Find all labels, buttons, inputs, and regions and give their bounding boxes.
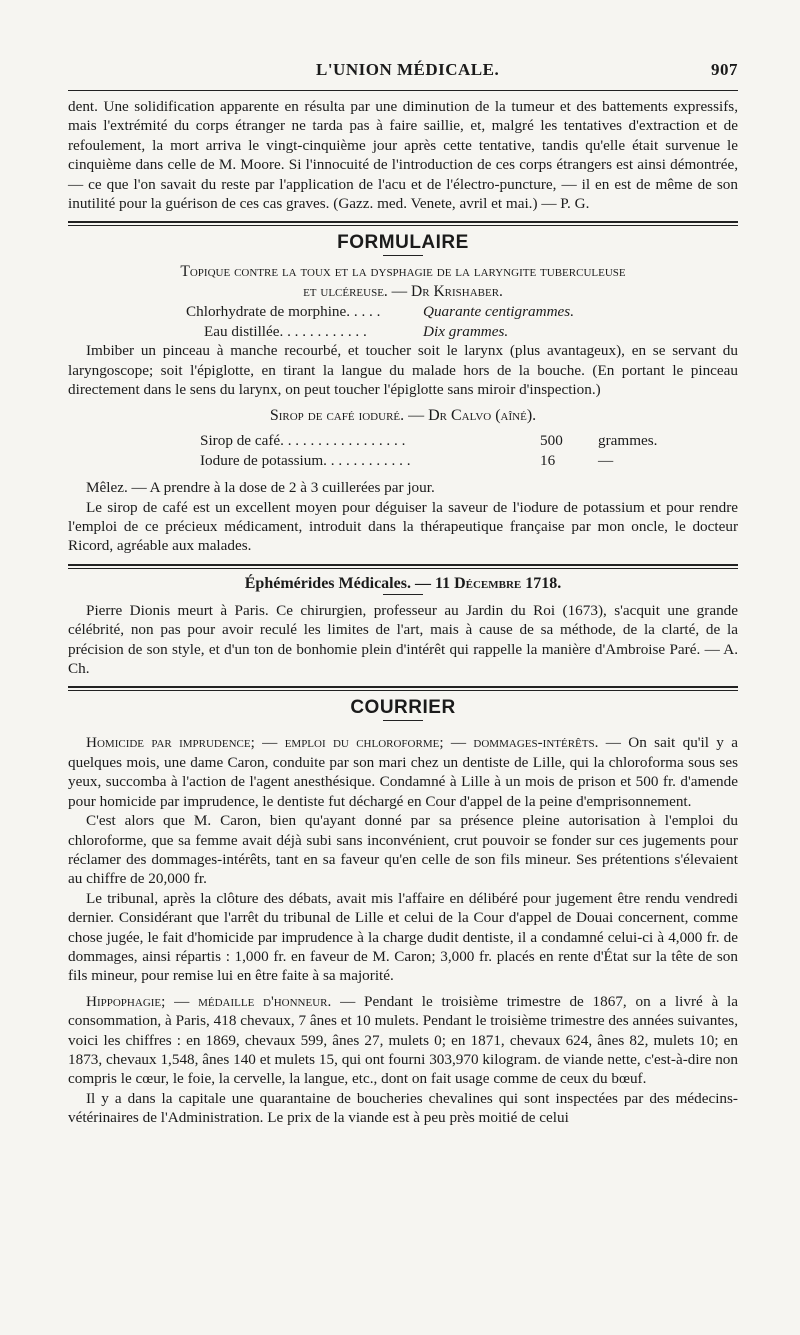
courrier-title: COURRIER — [350, 697, 456, 719]
header-rule — [68, 90, 738, 91]
recipe-unit: grammes. — [598, 432, 658, 450]
recipe-instructions: Imbiber un pinceau à manche recourbé, et toucher soit le larynx (plus avantageux), en se servant du laryngoscope; soit l'épiglotte, en tirant la langue du malade hors de la bouche. (En portant le pinceau directement dans le sens du larynx, on peut toucher l'épiglotte sans miroir d'inspection.) — [68, 342, 738, 399]
recipe-quantity: Quarante centigrammes. — [423, 303, 575, 321]
homicide-paragraph-3: Le tribunal, après la clôture des débats, avait mis l'affaire en délibéré pour jugement être rendu vendredi dernier. Considérant que l'arrêt du tribunal de Lille et celui de la Cour d'appel de Douai concernent, comme chose jugée, le fait d'homicide par imprudence à la charge dudit dentiste, il a condamné celui-ci à 4,000 fr. de dommages, ainsi répartis : 1,000 fr. en faveur de M. Caron; 3,000 fr. placés en rente d'État sur la tête de son fils mineur, pour remise lui en être faite à sa majorité. — [68, 889, 738, 985]
sirop-heading: Sirop de café ioduré. — Dr Calvo (aîné). — [269, 407, 537, 425]
ephemerides-date: — 11 Décembre 1718. — [414, 574, 562, 592]
homicide-rubric: Homicide par imprudence; — emploi du chloroforme; — dommages-intérêts. — [86, 734, 599, 752]
recipe-ingredient: Sirop de café. . . . . . . . . . . . . . . . . — [200, 432, 406, 450]
journal-title: L'UNION MÉDICALE. — [316, 60, 500, 79]
homicide-paragraph-1: Homicide par imprudence; — emploi du chloroforme; — dommages-intérêts. — On sait qu'il y a quelques mois, une dame Caron, conduite par son mari chez un dentiste de Lille, qui la chloroforma sous ses yeux, succomba à l'action de l'agent anesthésique. Condamné à Lille à un mois de prison et 500 fr. d'amende pour homicide par imprudence, le dentiste fut déchargé en Cour d'appel de la peine d'emprisonnement. — [68, 734, 738, 810]
recipe-morphine — [68, 302, 738, 341]
page-number: 907 — [711, 60, 738, 79]
intro-citation: (Gazz. med. Venete, avril et mai.) — P. G. — [333, 195, 590, 213]
section-divider — [68, 564, 738, 569]
ephemerides-paragraph: Pierre Dionis meurt à Paris. Ce chirurgien, professeur au Jardin du Roi (1673), s'acquit une grande célébrité, non pas pour avoir reculé les limites de l'art, mais à cause de sa méthode, de la clarté, de la précision de son style, et d'un ton de bonhomie plein d'intérêt qui rappelle la manière d'Ambroise Paré. — A. Ch. — [68, 601, 738, 678]
recipe-unit: — — [598, 451, 614, 469]
recipe-row — [68, 451, 738, 470]
recipe-ingredient: Chlorhydrate de morphine. . . . . — [186, 303, 381, 321]
title-rule — [383, 720, 423, 721]
recipe-row — [68, 322, 738, 341]
recipe-row — [68, 431, 738, 450]
recipe-ingredient: Eau distillée. . . . . . . . . . . . — [204, 322, 367, 340]
recipe-quantity: Dix grammes. — [423, 322, 509, 340]
hippophagie-paragraph-2: Il y a dans la capitale une quarantaine de boucheries chevalines qui sont inspectées par des médecins-vétérinaires de l'Administration. Le prix de la viande est à peu près moitié de celui — [68, 1089, 738, 1127]
intro-paragraph: dent. Une solidification apparente en résulta par une diminution de la tumeur et des battements expressifs, mais l'extrémité du corps étranger ne tarda pas à faire saillie, et, malgré les tentatives d'extraction et de refoulement, la mort arriva le vingt-cinquième jour après cette tentative, tandis qu'elle était survenue le cinquième dans celle de M. Moore. Si l'innocuité de l'introduction de ces corps étrangers est ainsi démontrée, — ce que l'on savait du reste par l'application de l'acu et de l'électro-puncture, — il en est de même de son inutilité pour la guérison de ces cas graves. (Gazz. med. Venete, avril et mai.) — P. G. — [68, 98, 738, 213]
title-rule — [383, 594, 423, 595]
topique-heading-author: et ulcéreuse. — Dr Krishaber. — [303, 283, 503, 301]
recipe-quantity: 16 — [540, 451, 556, 469]
recipe-row — [68, 302, 738, 321]
homicide-paragraph-2: C'est alors que M. Caron, bien qu'ayant donné par sa présence pleine autorisation à l'emploi du chloroforme, que sa femme avait déjà subi sans inconvénient, crut pouvoir se fonder sur ces jugements pour réclamer des dommages-intérêts, tant en sa faveur qu'en celle de son fils mineur. Ses prétentions s'élevaient au chiffre de 20,000 fr. — [68, 812, 738, 888]
running-header — [68, 60, 738, 86]
sirop-paragraph: Le sirop de café est un excellent moyen pour déguiser la saveur de l'iodure de potassium et pour rendre l'emploi de ce précieux médicament, introduit dans la thérapeutique française par mon oncle, le docteur Ricord, agréable aux malades. — [68, 498, 738, 555]
section-divider — [68, 686, 738, 691]
formulaire-title: FORMULAIRE — [337, 232, 469, 254]
hippophagie-paragraph-1: Hippophagie; — médaille d'honneur. — Pendant le troisième trimestre de 1867, on a livré à la consommation, à Paris, 418 chevaux, 7 ânes et 10 mulets. Pendant le troisième trimestre des années suivantes, voici les chiffres : en 1869, chevaux 599, ânes 27, mulets 0; en 1871, chevaux 624, ânes 82, mulets 10; en 1873, chevaux 1,548, ânes 140 et mulets 15, qui ont fourni 303,970 kilogram. de viande nette, c'est-à-dire non compris le cœur, le foie, la cervelle, la langue, etc., dont on fait usage comme de ceux du bœuf. — [68, 992, 739, 1088]
section-divider — [68, 221, 738, 226]
recipe-ingredient: Iodure de potassium. . . . . . . . . . . . — [200, 451, 411, 469]
ephemerides-title: Éphémérides Médicales. — 11 Décembre 1718. — [244, 574, 562, 592]
melez-line: Mêlez. — A prendre à la dose de 2 à 3 cuillerées par jour. — [86, 479, 435, 497]
hippophagie-rubric: Hippophagie; — médaille d'honneur. — [86, 992, 332, 1010]
recipe-quantity: 500 — [540, 432, 563, 450]
title-rule — [383, 255, 423, 256]
recipe-sirop — [68, 431, 738, 470]
topique-heading: Topique contre la toux et la dysphagie de la laryngite tuberculeuse — [180, 263, 626, 281]
